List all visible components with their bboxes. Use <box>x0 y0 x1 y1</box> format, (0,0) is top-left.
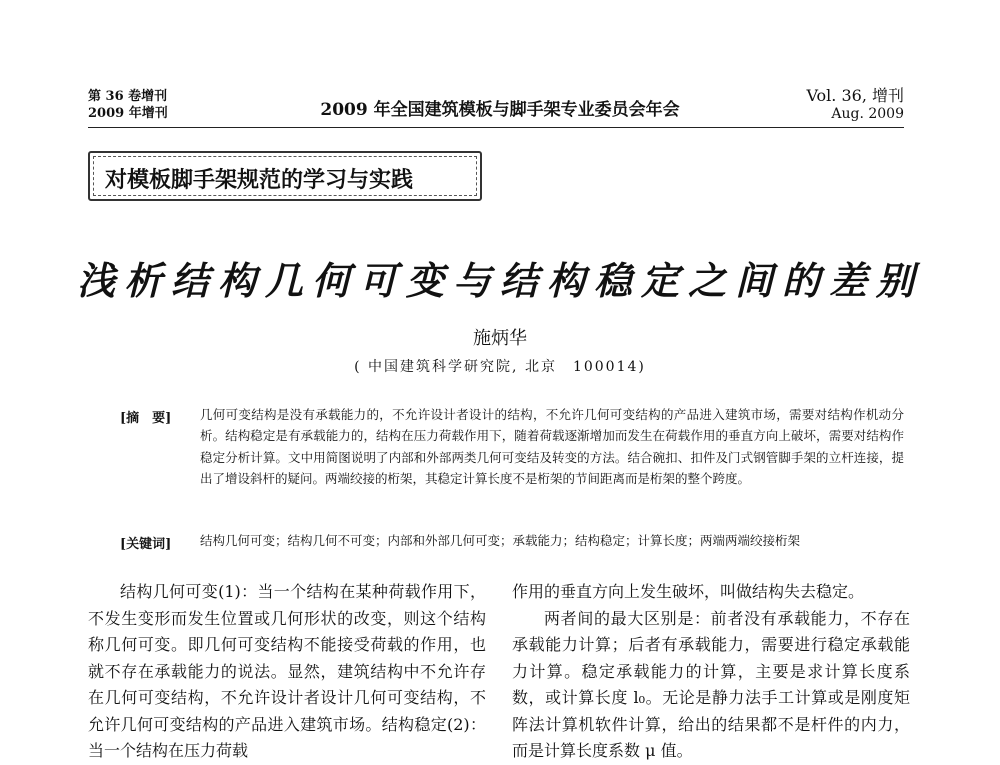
journal-name: 2009 年全国建筑模板与脚手架专业委员会年会 <box>320 100 680 120</box>
article-title: 浅析结构几何可变与结构稳定之间的差别 <box>76 258 923 303</box>
abstract-text: 几何可变结构是没有承载能力的，不允许设计者设计的结构，不允许几何可变结构的产品进入建筑市场，需要对结构作机动分析。结构稳定是有承载能力的，结构在压力荷载作用下，随着荷载逐渐增加而发生在荷载作用的垂直方向上破坏，需要对结构作稳定分析计算。文中用简图说明了内部和外部两类几何可变结及转变的方法。结合碗扣、扣件及门式钢管脚手架的立杆连接，提出了增设斜杆的疑问。两端绞接的桁架，其稳定计算长度不是桁架的节间距离而是桁架的整个跨度。 <box>200 407 904 486</box>
affiliation: ( 中国建筑科学研究院, 北京 100014) <box>354 359 646 375</box>
column-label: 对模板脚手架规范的学习与实践 <box>105 168 414 193</box>
volume-line: 第 36 卷增刊 <box>88 89 168 104</box>
year-line: 2009 年增刊 <box>88 106 168 121</box>
body-paragraph: 结构几何可变(1)：当一个结构在某种荷载作用下，不发生变形而发生位置或几何形状的改变，则这个结构称几何可变。即几何可变结构不能接受荷载的作用，也就不存在承载能力的说法。显然，建筑结构中不允许存在几何可变结构，不允许设计者设计几何可变结构，不允许几何可变结构的产品进入建筑市场。结构稳定(2)：当一个结构在压力荷载 <box>88 582 486 760</box>
header-rule <box>88 127 904 128</box>
keywords-text: 结构几何可变；结构几何不可变；内部和外部几何可变；承载能力；结构稳定；计算长度；两端两端绞接桁架 <box>200 533 801 548</box>
abstract-tag: [摘 要] <box>120 411 172 426</box>
body-right-column <box>512 579 910 765</box>
keywords-tag: [关键词] <box>120 537 172 552</box>
author: 施炳华 <box>473 328 527 349</box>
body-paragraph: 两者间的最大区别是：前者没有承载能力，不存在承载能力计算；后者有承载能力，需要进行稳定承载能力计算。稳定承载能力的计算，主要是求计算长度系数，或计算长度 l₀。无论是静力法手工计算或是刚度矩阵法计算机软件计算，给出的结果都不是杆件的内力，而是计算长度系数 μ 值。 <box>512 608 910 760</box>
body-left-column <box>88 579 486 765</box>
date-en-line: Aug. 2009 <box>831 106 904 122</box>
volume-en-line: Vol. 36, 增刊 <box>806 86 904 105</box>
body-paragraph: 作用的垂直方向上发生破坏，叫做结构失去稳定。 <box>512 582 865 601</box>
journal-volume-en <box>806 86 904 124</box>
